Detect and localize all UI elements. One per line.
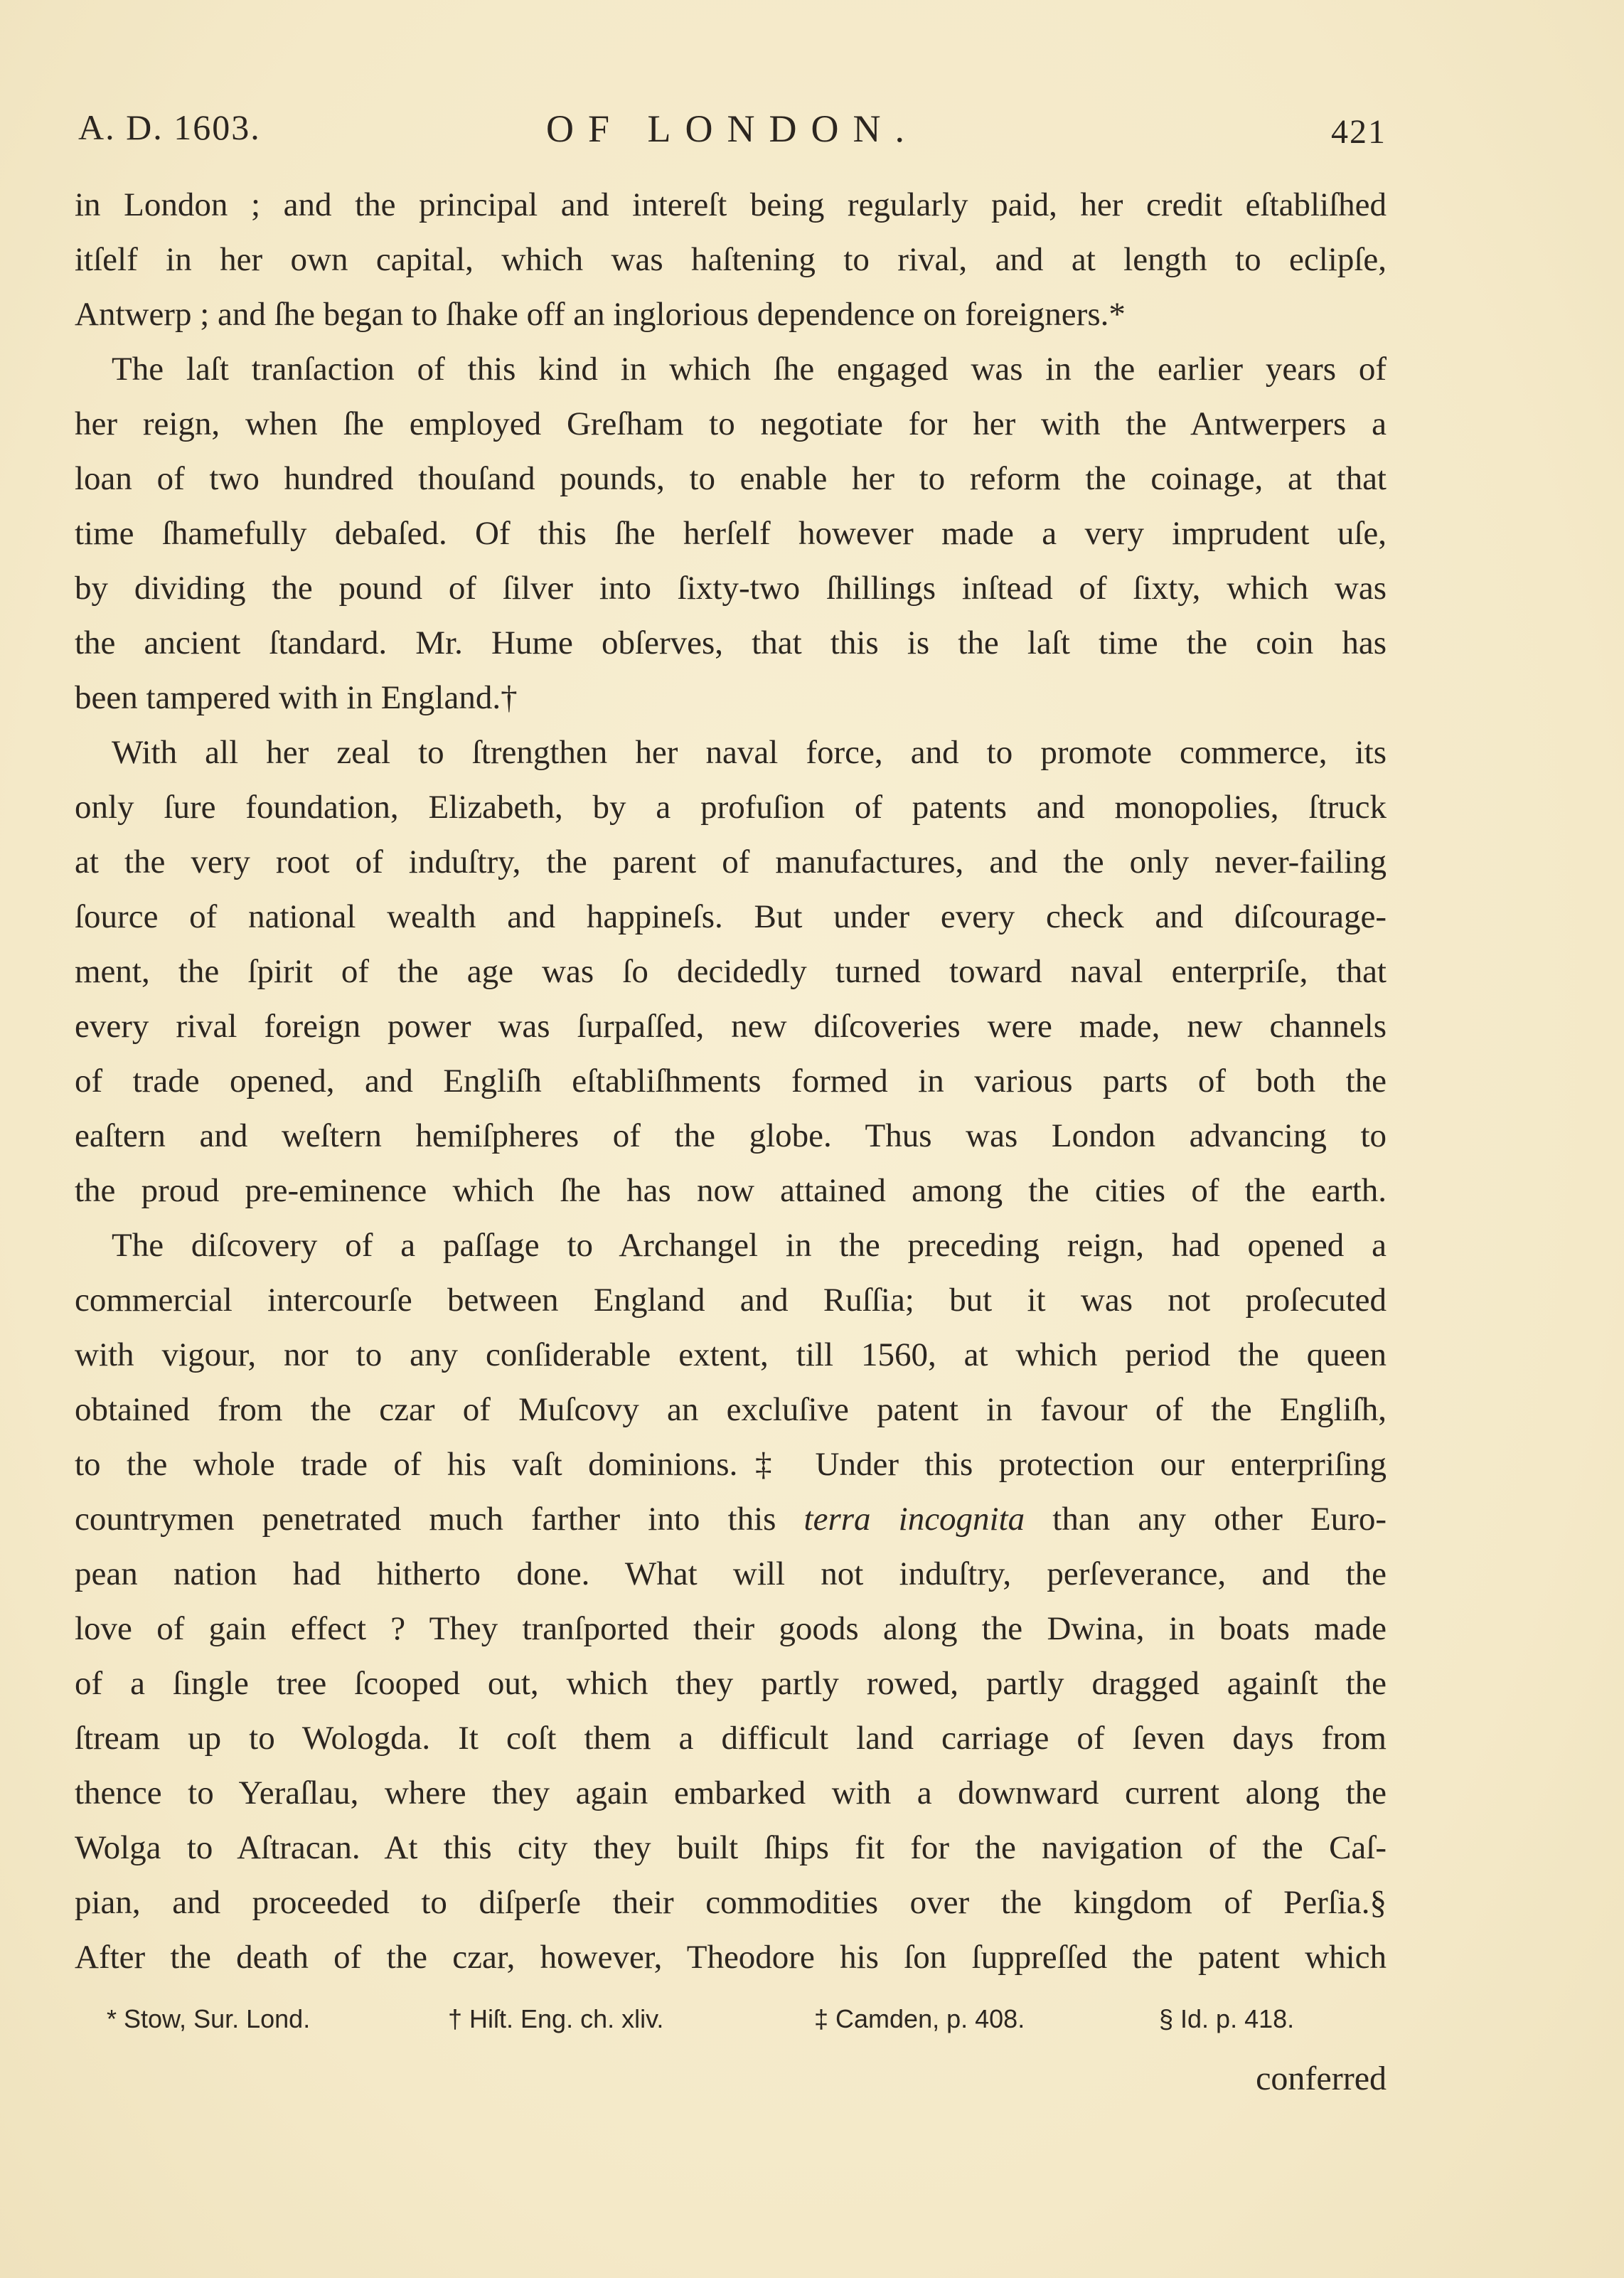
text-line: her reign, when ſhe employed Greſham to negotiate for her with the Antwerpers a [75,405,1387,442]
text-line: itſelf in her own capital, which was haſtening to rival, and at length to eclipſe, [75,241,1387,278]
footnote: § Id. p. 418. [1159,2004,1295,2033]
text-line [75,1492,1387,1547]
italic-phrase: terra incognita [803,1501,1025,1538]
text-line: the proud pre-eminence which ſhe has now attained among the cities of the earth. [75,1172,1387,1209]
text-line: to the whole trade of his vaſt dominions.‡ Under this protection our enterpriſing [75,1446,1387,1483]
text-line: thence to Yeraſlau, where they again embarked with a downward current along the [75,1774,1387,1811]
header-title: OF LONDON. [546,107,919,150]
text-line: Wolga to Aſtracan. At this city they built ſhips fit for the navigation of the Caſ- [75,1829,1387,1866]
text-line: with vigour, nor to any conſiderable extent, till 1560, at which period the queen [75,1336,1387,1373]
text-line: only ſure foundation, Elizabeth, by a profuſion of patents and monopolies, ſtruck [75,789,1387,826]
text-line: ſtream up to Wologda. It coſt them a difficult land carriage of ſeven days from [75,1720,1387,1757]
footnote: * Stow, Sur. Lond. [107,2004,311,2033]
text-line: the ancient ſtandard. Mr. Hume obſerves, that this is the laſt time the coin has [75,624,1387,661]
text-line: love of gain effect ? They tranſported their goods along the Dwina, in boats made [75,1610,1387,1647]
catchword: conferred [1256,2060,1387,2097]
text-line: The laſt tranſaction of this kind in which ſhe engaged was in the earlier years of [112,351,1387,388]
text-line: The diſcovery of a paſſage to Archangel in the preceding reign, had opened a [112,1227,1387,1264]
text-run: countrymen penetrated much farther into this [75,1501,804,1538]
page-number: 421 [1331,113,1387,151]
running-header [78,107,1387,156]
text-line: loan of two hundred thouſand pounds, to enable her to reform the coinage, at that [75,460,1387,497]
text-line: ſource of national wealth and happineſs. But under every check and diſcourage- [75,898,1387,935]
text-line: With all her zeal to ſtrengthen her naval force, and to promote commerce, its [112,734,1387,771]
text-line: obtained from the czar of Muſcovy an excluſive patent in favour of the Engliſh, [75,1391,1387,1428]
text-line: pean nation had hitherto done. What will not induſtry, perſeverance, and the [75,1555,1387,1592]
footnote: ‡ Camden, p. 408. [814,2004,1025,2033]
text-line: been tampered with in England.† [75,679,518,716]
text-line: of a ſingle tree ſcooped out, which they partly rowed, partly dragged againſt the [75,1665,1387,1702]
body-text [75,178,1387,1985]
text-line: ment, the ſpirit of the age was ſo decidedly turned toward naval enterpriſe, that [75,953,1387,990]
text-line: eaſtern and weſtern hemiſpheres of the globe. Thus was London advancing to [75,1117,1387,1154]
text-line: in London ; and the principal and intereſt being regularly paid, her credit eſtabliſhed [75,186,1387,223]
text-line: by dividing the pound of ſilver into ſixty-two ſhillings inſtead of ſixty, which was [75,570,1387,607]
header-date: A. D. 1603. [78,107,261,147]
text-line: time ſhamefully debaſed. Of this ſhe herſelf however made a very imprudent uſe, [75,515,1387,552]
text-line: Antwerp ; and ſhe began to ſhake off an inglorious dependence on foreigners.* [75,296,1126,333]
text-line: at the very root of induſtry, the parent of manufactures, and the only never-failing [75,843,1387,880]
footnotes [107,2004,1387,2047]
footnote: † Hiſt. Eng. ch. xliv. [448,2004,664,2033]
text-run: than any other Euro- [1025,1501,1387,1538]
text-line: of trade opened, and Engliſh eſtabliſhments formed in various parts of both the [75,1063,1387,1100]
text-line: pian, and proceeded to diſperſe their commodities over the kingdom of Perſia.§ [75,1884,1387,1921]
text-line: After the death of the czar, however, Theodore his ſon ſuppreſſed the patent which [75,1939,1387,1976]
text-line: commercial intercourſe between England and Ruſſia; but it was not proſecuted [75,1282,1387,1319]
text-line: every rival foreign power was ſurpaſſed, new diſcoveries were made, new channels [75,1008,1387,1045]
